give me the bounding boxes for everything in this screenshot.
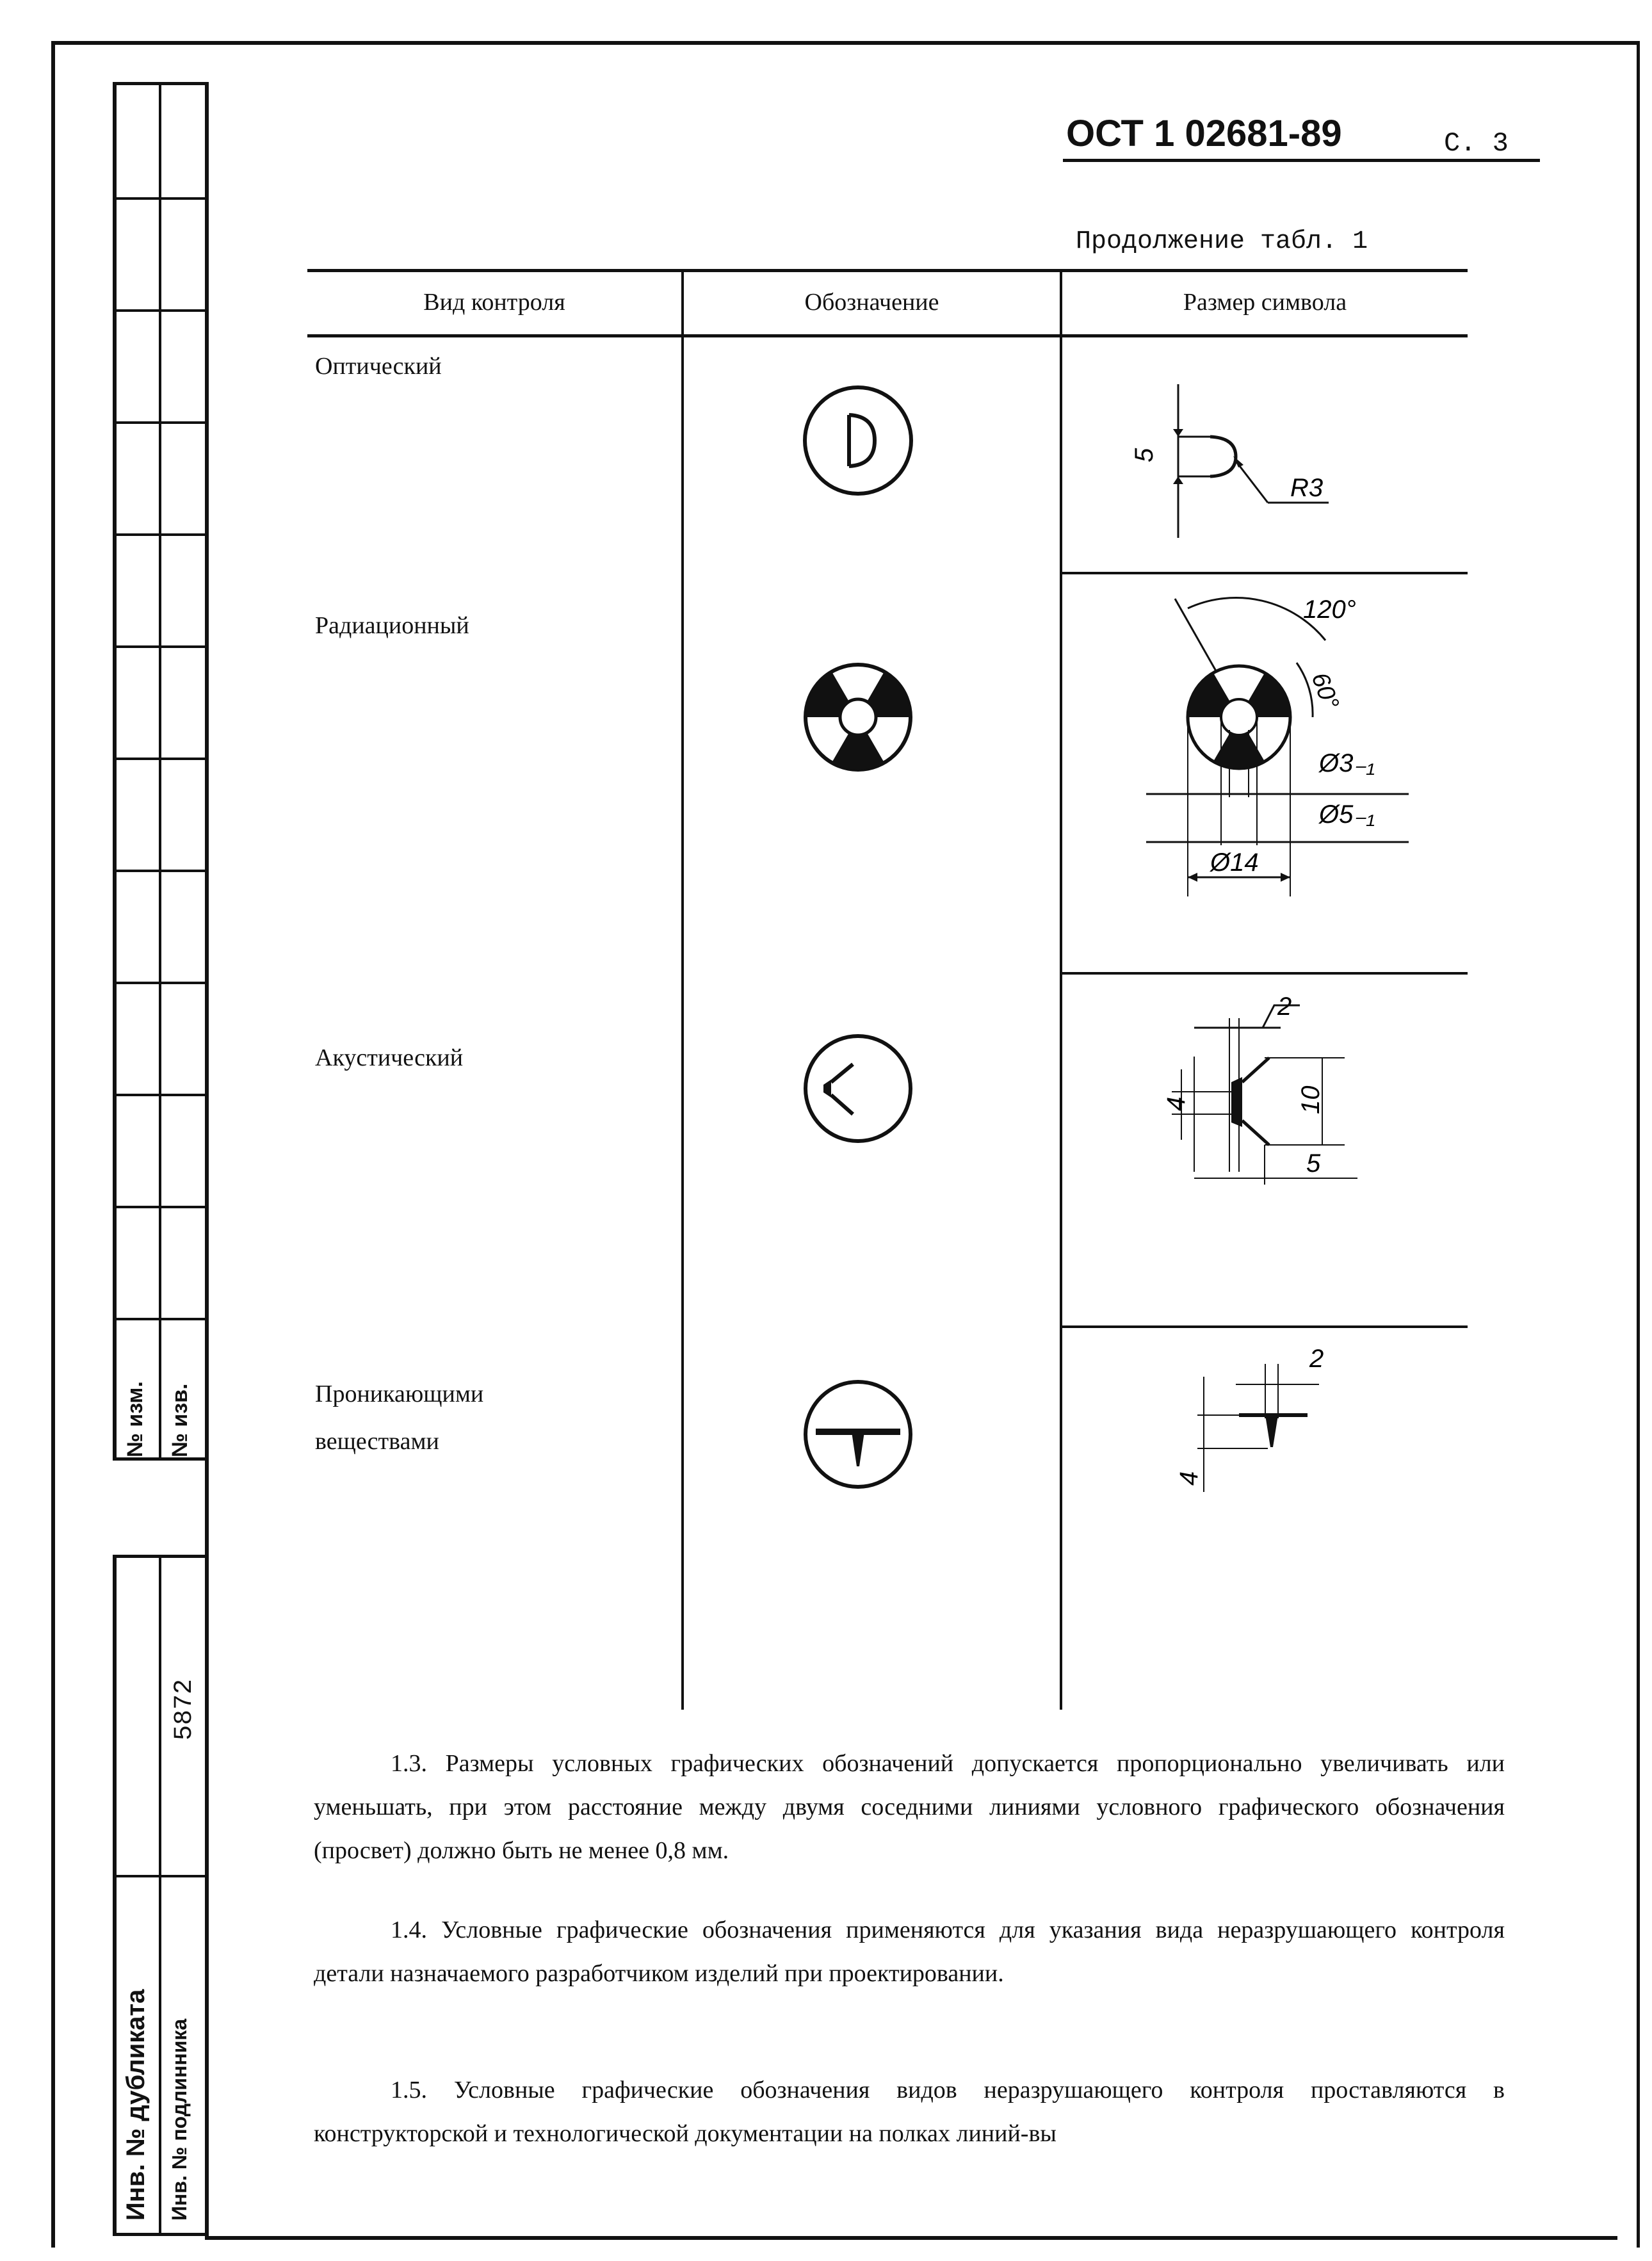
paragraph-1-4: 1.4. Условные графические обозначения применяются для указания вида неразрушающего контроля детали назначаемого разработчиком изделий при проектировании. <box>314 1917 1505 1987</box>
column-header-size: Размер символа <box>1183 289 1347 316</box>
row-divider-1 <box>1060 572 1468 574</box>
table-header-rule <box>307 334 1468 337</box>
izv-label: № изв. <box>168 1383 192 1457</box>
row-type-optical: Оптический <box>315 353 442 380</box>
radiation-dim-d14: Ø14 <box>1210 848 1259 877</box>
radiation-dim-d3: Ø3₋₁ <box>1319 749 1375 777</box>
side-stamp <box>113 82 205 2236</box>
table-caption: Продолжение табл. 1 <box>1076 227 1368 256</box>
acoustic-symbol-icon <box>800 1031 916 1146</box>
acoustic-dim-10: 10 <box>1297 1085 1325 1114</box>
page-number: С. 3 <box>1444 128 1509 159</box>
optical-dim-r3: R3 <box>1290 474 1324 502</box>
header-rule <box>1063 159 1540 162</box>
penetrant-size-drawing <box>1175 1338 1370 1505</box>
inventory-number: 5872 <box>170 1678 199 1740</box>
row-divider-3 <box>1060 1325 1468 1328</box>
radiation-symbol-icon <box>800 660 916 775</box>
penetrant-dim-4: 4 <box>1175 1471 1203 1486</box>
radiation-dim-d5: Ø5₋₁ <box>1319 800 1375 829</box>
radiation-dim-120: 120° <box>1303 596 1356 624</box>
row-type-acoustic: Акустический <box>315 1044 464 1071</box>
column-divider-2 <box>1060 269 1062 1710</box>
dublikat-label: Инв. № дубликата <box>122 1989 150 2221</box>
penetrant-dim-2: 2 <box>1309 1345 1324 1373</box>
row-divider-2 <box>1060 972 1468 975</box>
acoustic-dim-5: 5 <box>1306 1149 1321 1178</box>
podlinnik-label: Инв. № подлинника <box>168 2018 191 2221</box>
table-top-rule <box>307 269 1468 272</box>
row-type-penetrant-line2: веществами <box>315 1428 439 1455</box>
acoustic-size-drawing <box>1153 993 1377 1204</box>
radiation-dim-60: 60° <box>1306 669 1344 713</box>
column-divider-1 <box>681 269 684 1710</box>
penetrant-symbol-icon <box>800 1377 916 1492</box>
optical-dim-5: 5 <box>1130 448 1158 462</box>
row-type-penetrant-line1: Проникающими <box>315 1381 484 1407</box>
izm-label: № изм. <box>123 1381 147 1457</box>
row-type-radiation: Радиационный <box>315 612 469 639</box>
column-header-type: Вид контроля <box>423 289 565 316</box>
paragraph-1-5: 1.5. Условные графические обозначения видов неразрушающего контроля проставляются в конструкторской и технологической документации на полках линий-вы <box>314 2077 1505 2147</box>
acoustic-dim-4: 4 <box>1162 1096 1190 1111</box>
optical-size-drawing <box>1130 384 1345 544</box>
paragraph-1-3: 1.3. Размеры условных графических обозначений допускается пропорционально увеличивать или уменьшать, при этом расстояние между двумя соседними линиями условного графического обозначения (просвет) должно быть не менее 0,8 мм. <box>314 1750 1505 1864</box>
column-header-symbol: Обозначение <box>804 289 939 316</box>
acoustic-dim-2: 2 <box>1277 993 1292 1021</box>
radiation-size-drawing <box>1140 576 1428 909</box>
document-code: ОСТ 1 02681-89 <box>1066 113 1342 154</box>
optical-symbol-icon <box>794 384 922 499</box>
